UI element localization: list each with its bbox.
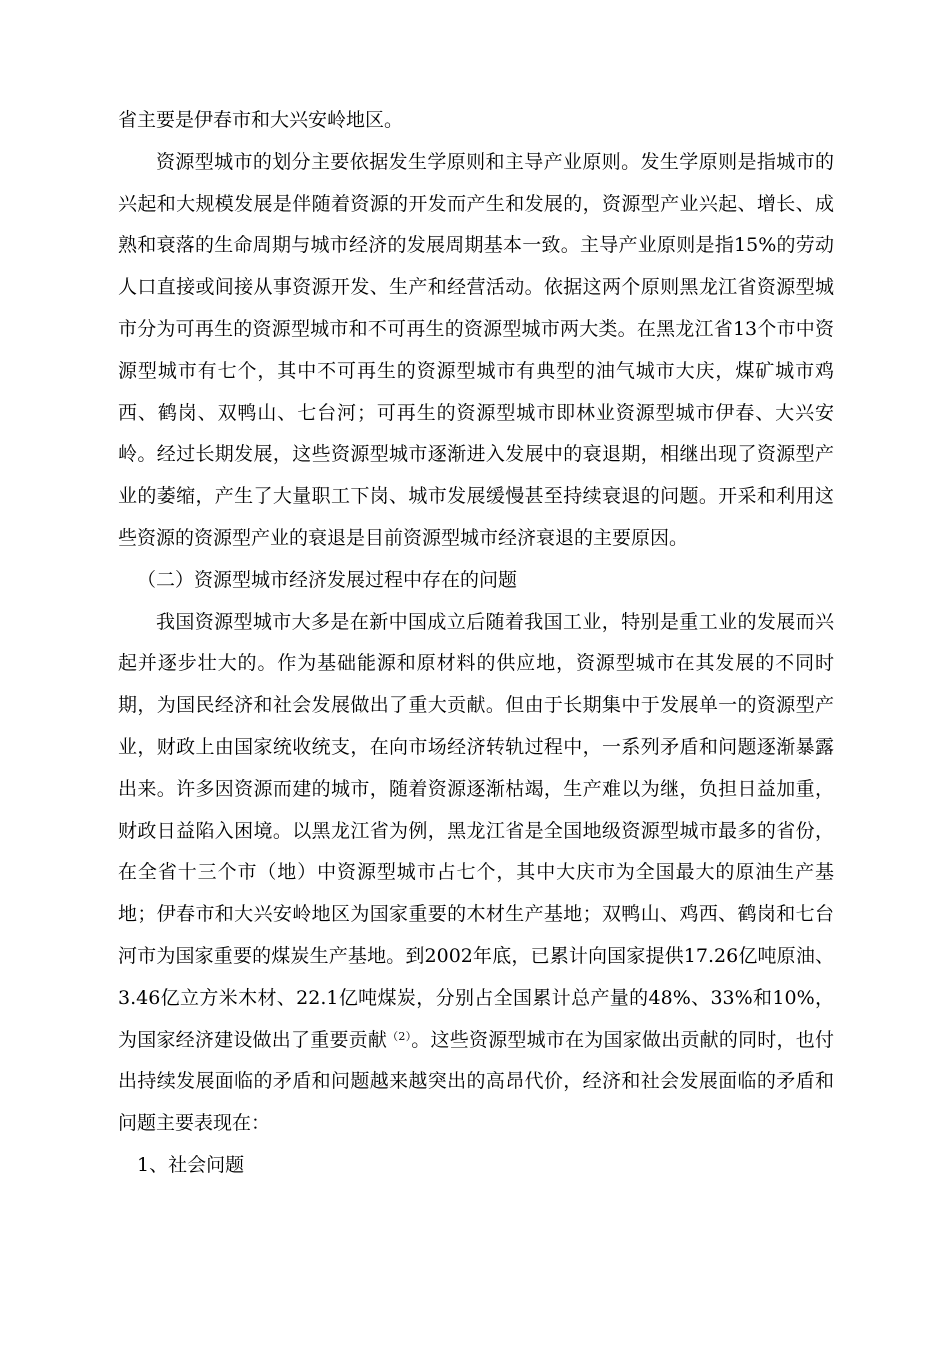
paragraph-problems-part1: 我国资源型城市大多是在新中国成立后随着我国工业，特别是重工业的发展而兴起并逐步壮大的。作为基础能源和原材料的供应地，资源型城市在其发展的不同时期，为国民经济和社会发展做出了重大贡献。但由于长期集中于发展单一的资源型产业，财政上由国家统收统支，在向市场经济转轨过程中，一系列矛盾和问题逐渐暴露出来。许多因资源而建的城市，随着资源逐渐枯竭，生产难以为继，负担日益加重，财政日益陷入困境。以黑龙江省为例，黑龙江省是全国地级资源型城市最多的省份，在全省十三个市（地）中资源型城市占七个，其中大庆市为全国最大的原油生产基地；伊春市和大兴安岭地区为国家重要的木材生产基地；双鸭山、鸡西、鹤岗和七台河市为国家重要的煤炭生产基地。到2002年底，已累计向国家提供17.26亿吨原油、3.46亿立方米木材、22.1亿吨煤炭，分别占全国累计总产量的48%、33%和10%，为国家经济建设做出了重要贡献 [118,610,834,1051]
paragraph-continuation: 省主要是伊春市和大兴安岭地区。 [118,109,404,131]
subsection-heading-social: 1、社会问题 [137,1153,245,1176]
paragraph-problems [118,602,834,1145]
document-body [118,100,834,1187]
paragraph-classification: 资源型城市的划分主要依据发生学原则和主导产业原则。发生学原则是指城市的兴起和大规模发展是伴随着资源的开发而产生和发展的，资源型产业兴起、增长、成熟和衰落的生命周期与城市经济的发展周期基本一致。主导产业原则是指15%的劳动人口直接或间接从事资源开发、生产和经营活动。依据这两个原则黑龙江省资源型城市分为可再生的资源型城市和不可再生的资源型城市两大类。在黑龙江省13个市中资源型城市有七个，其中不可再生的资源型城市有典型的油气城市大庆，煤矿城市鸡西、鹤岗、双鸭山、七台河；可再生的资源型城市即林业资源型城市伊春、大兴安岭。经过长期发展，这些资源型城市逐渐进入发展中的衰退期，相继出现了资源型产业的萎缩，产生了大量职工下岗、城市发展缓慢甚至持续衰退的问题。开采和利用这些资源的资源型产业的衰退是目前资源型城市经济衰退的主要原因。 [118,150,834,549]
paragraph-problems-part2: 。这些资源型城市在为国家做出贡献的同时，也付出持续发展面临的矛盾和问题越来越突出的高昂代价，经济和社会发展面临的矛盾和问题主要表现在： [118,1028,834,1135]
citation-reference: （2） [387,1029,412,1043]
section-heading-problems: （二）资源型城市经济发展过程中存在的问题 [137,568,518,591]
